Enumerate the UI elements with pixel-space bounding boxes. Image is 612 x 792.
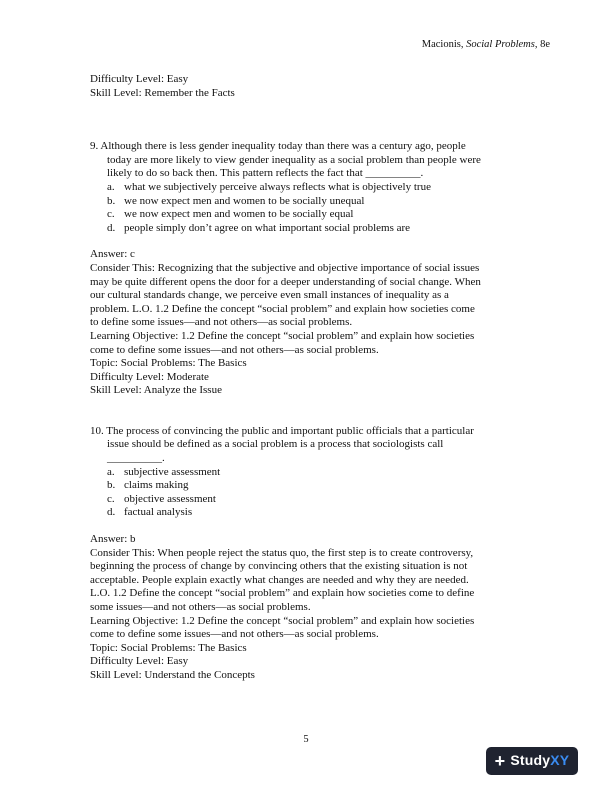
- learning-objective-line: Learning Objective: 1.2 Define the concept “social problem” and explain how societies: [90, 614, 475, 627]
- choice-d: [107, 506, 530, 520]
- header-author: Macionis,: [421, 39, 467, 50]
- choice-text: objective assessment: [124, 492, 216, 505]
- plus-icon: +: [494, 751, 506, 771]
- consider-this-line: to define some issues—and not others—as social problems.: [90, 316, 353, 329]
- question-10-stem-line: issue should be defined as a social problem is a process that sociologists call: [107, 438, 444, 451]
- difficulty-level: Difficulty Level: Moderate: [90, 370, 209, 383]
- choice-text: we now expect men and women to be socially equal: [124, 208, 354, 221]
- answer: Answer: c: [90, 248, 135, 261]
- consider-this-line: beginning the process of change by convincing others that the existing situation is not: [90, 560, 468, 573]
- question-9-stem-line: today are more likely to view gender inequality as a social problem than people were: [107, 153, 481, 166]
- learning-objective-line: Learning Objective: 1.2 Define the concept “social problem” and explain how societies: [90, 329, 475, 342]
- difficulty-level: Difficulty Level: Easy: [90, 655, 189, 668]
- studyxy-badge[interactable]: [486, 747, 578, 775]
- consider-this-line: acceptable. People explain exactly what changes are needed and why they are needed.: [90, 573, 469, 586]
- skill-level: Skill Level: Analyze the Issue: [90, 384, 222, 397]
- consider-this-line: our cultural standards change, we perceive even small instances of inequality as a: [90, 289, 449, 302]
- consider-this-line: Consider This: When people reject the status quo, the first step is to create controversy,: [90, 546, 474, 559]
- choice-text: factual analysis: [124, 506, 193, 519]
- badge-study-text: Study: [510, 752, 551, 769]
- choice-a: [107, 181, 530, 195]
- page-number: 5: [303, 734, 309, 745]
- choice-letter: a.: [107, 465, 115, 478]
- question-9: [90, 140, 530, 398]
- choice-c: [107, 493, 530, 507]
- choice-text: people simply don’t agree on what important social problems are: [124, 221, 411, 234]
- question-9-stem-line: likely to do so back then. This pattern reflects the fact that __________.: [107, 167, 424, 180]
- question-9-choices: [90, 181, 530, 235]
- question-10: [90, 425, 530, 683]
- choice-b: [107, 195, 530, 209]
- header-edition: , 8e: [534, 39, 550, 50]
- choice-letter: d.: [107, 221, 116, 234]
- learning-objective-line: come to define some issues—and not others—as social problems.: [90, 343, 379, 356]
- question-10-choices: [90, 466, 530, 520]
- consider-this-line: problem. L.O. 1.2 Define the concept “social problem” and explain how societies come: [90, 302, 475, 315]
- learning-objective-line: come to define some issues—and not others—as social problems.: [90, 628, 379, 641]
- header-book-title: Social Problems: [466, 39, 535, 50]
- choice-text: we now expect men and women to be socially unequal: [124, 194, 365, 207]
- prev-difficulty: Difficulty Level: Easy: [90, 73, 189, 85]
- answer: Answer: b: [90, 533, 136, 546]
- consider-this-line: Consider This: Recognizing that the subjective and objective importance of social issues: [90, 261, 480, 274]
- question-10-stem-line: 10. The process of convincing the public and important public officials that a particular: [90, 424, 474, 437]
- choice-letter: d.: [107, 506, 116, 519]
- prev-skill: Skill Level: Remember the Facts: [90, 86, 235, 99]
- topic: Topic: Social Problems: The Basics: [90, 357, 247, 370]
- running-header: [422, 38, 550, 52]
- choice-c: [107, 208, 530, 222]
- choice-letter: b.: [107, 479, 116, 492]
- choice-letter: c.: [107, 492, 115, 505]
- choice-letter: b.: [107, 194, 116, 207]
- consider-this-line: may be quite different opens the door for a deeper understanding of social change. When: [90, 275, 481, 288]
- question-10-stem-line: __________.: [107, 452, 165, 465]
- choice-letter: a.: [107, 180, 115, 193]
- choice-d: [107, 222, 530, 236]
- consider-this-line: L.O. 1.2 Define the concept “social problem” and explain how societies come to define: [90, 587, 475, 600]
- page-content: [90, 73, 530, 683]
- choice-text: what we subjectively perceive always reflects what is objectively true: [124, 180, 431, 193]
- choice-text: claims making: [124, 479, 189, 492]
- skill-level: Skill Level: Understand the Concepts: [90, 668, 255, 681]
- question-9-stem-line: 9. Although there is less gender inequality today than there was a century ago, people: [90, 140, 466, 153]
- choice-a: [107, 466, 530, 480]
- consider-this-line: some issues—and not others—as social problems.: [90, 601, 311, 613]
- choice-text: subjective assessment: [124, 465, 221, 478]
- choice-b: [107, 479, 530, 493]
- badge-xy-text: XY: [550, 752, 570, 769]
- choice-letter: c.: [107, 208, 115, 221]
- topic: Topic: Social Problems: The Basics: [90, 641, 247, 654]
